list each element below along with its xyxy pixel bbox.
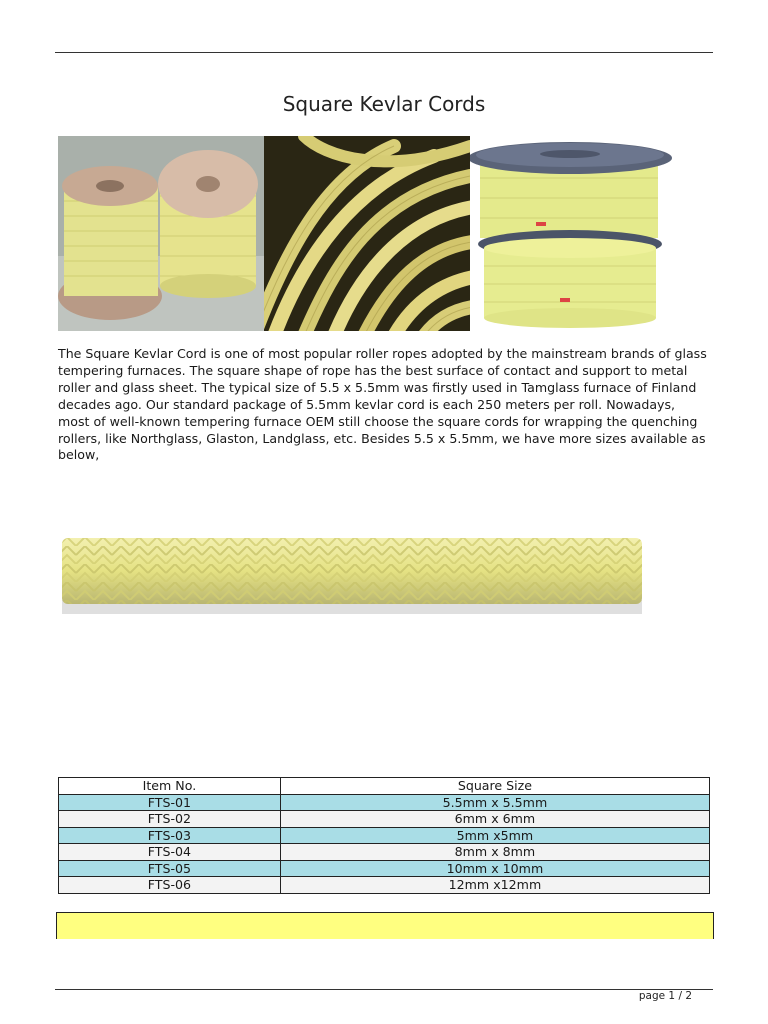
table-row [59,811,710,828]
header-rule [55,52,713,53]
cell-size: 5.5mm x 5.5mm [280,794,709,811]
header-square-size: Square Size [280,778,709,795]
cord-sample-image [58,528,648,624]
photo-stacked-rolls [470,136,678,331]
photo-braided-closeup [264,136,470,331]
cell-size: 6mm x 6mm [280,811,709,828]
photo-spools-pair [58,136,264,331]
product-description: The Square Kevlar Cord is one of most popular roller ropes adopted by the mainstream brands of glass tempering furnaces. The square shape of rope has the best surface of contact and support to metal roller and glass sheet. The typical size of 5.5 x 5.5mm was firstly used in Tamglass furnace of Finland decades ago. Our standard package of 5.5mm kevlar cord is each 250 meters per roll. Nowadays, most of well-known tempering furnace OEM still choose the square cords for wrapping the quenching rollers, like Northglass, Glaston, Landglass, etc. Besides 5.5 x 5.5mm, we have more sizes available as below, [58,346,707,463]
table-row [59,827,710,844]
table-row [59,860,710,877]
header-item-no: Item No. [59,778,281,795]
cell-size: 5mm x5mm [280,827,709,844]
page-number: page 1 / 2 [638,990,692,1002]
cell-size: 12mm x12mm [280,877,709,894]
page-title: Square Kevlar Cords [282,92,486,116]
cell-item: FTS-05 [59,860,281,877]
footer-rule [55,989,713,990]
size-table [58,777,710,894]
cell-item: FTS-02 [59,811,281,828]
table-row [59,844,710,861]
cell-item: FTS-06 [59,877,281,894]
cell-size: 8mm x 8mm [280,844,709,861]
cell-item: FTS-04 [59,844,281,861]
table-row [59,877,710,894]
cell-item: FTS-03 [59,827,281,844]
cell-item: FTS-01 [59,794,281,811]
highlight-box [56,912,714,939]
table-header-row [59,778,710,795]
cell-size: 10mm x 10mm [280,860,709,877]
table-row [59,794,710,811]
